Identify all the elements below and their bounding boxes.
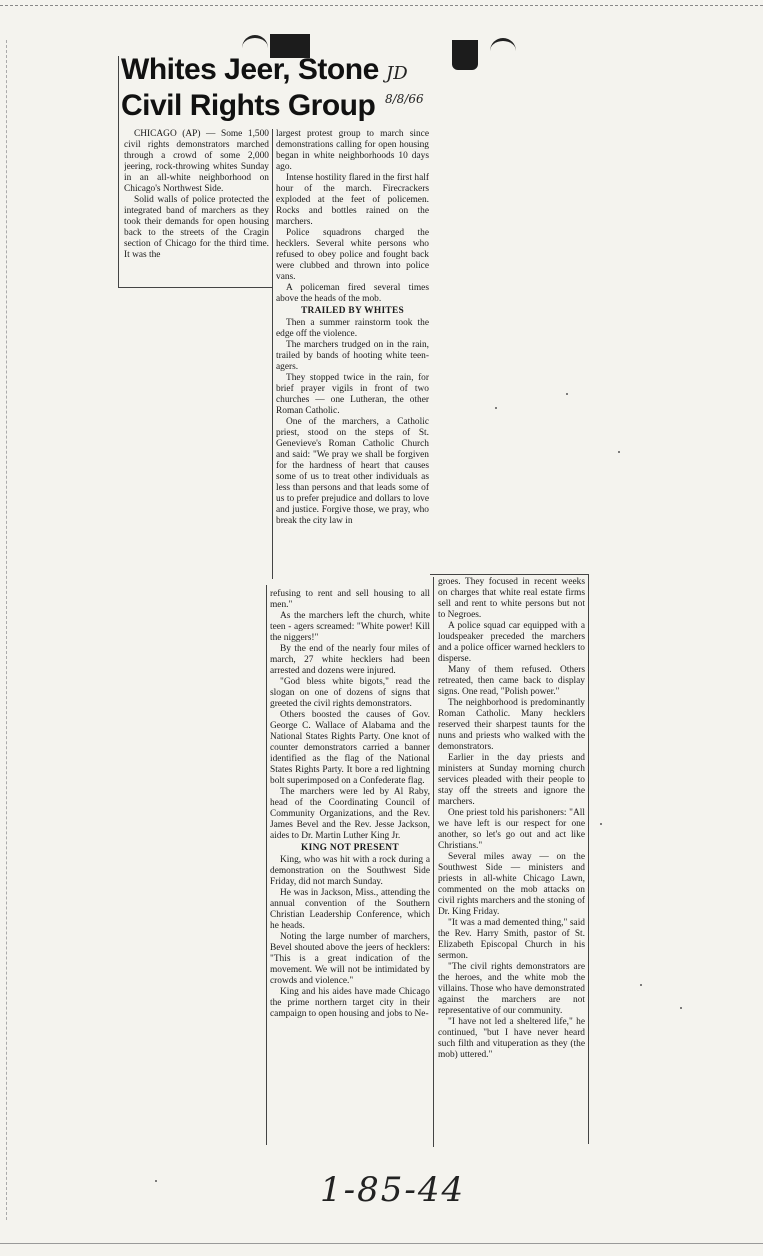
article-paragraph: largest protest group to march since demonstrations calling for open housing began in white neighborhoods 10 days ago.	[276, 129, 429, 172]
article-paragraph: King and his aides have made Chicago the prime northern target city in their campaign to open housing and jobs to Ne-	[270, 987, 430, 1019]
mount-mark-arc-right	[490, 38, 516, 57]
headline	[121, 52, 421, 124]
handwritten-date: 8/8/66	[385, 92, 424, 106]
scan-speck	[495, 407, 497, 409]
column-divider-1	[272, 129, 273, 579]
scan-speck	[640, 984, 642, 986]
clipping-border-col1-bottom	[118, 287, 272, 288]
article-paragraph: A police squad car equipped with a loudspeaker preceded the marchers and a police officer warned hecklers to disperse.	[438, 621, 585, 664]
article-paragraph: One priest told his parishoners: "All we have left is our respect for one another, so let's go out and act like Christians."	[438, 808, 585, 851]
article-paragraph: Solid walls of police protected the integrated band of marchers as they took their demands for open housing back to the streets of the Cragin section of Chicago for the third time. It was the	[124, 195, 269, 260]
article-paragraph: groes. They focused in recent weeks on charges that white real estate firms sell and rent to white persons but not to Negroes.	[438, 577, 585, 620]
article-paragraph: A policeman fired several times above the heads of the mob.	[276, 283, 429, 304]
article-paragraph: Several miles away — on the Southwest Side — ministers and priests in all-white Chicago Lawn, commented on the mob attacks on civil rights marchers and the stoning of Dr. King Friday.	[438, 852, 585, 917]
scan-speck	[155, 1180, 157, 1182]
clipping-border-top-right	[430, 574, 588, 575]
article-column-3	[270, 589, 430, 1020]
column-divider-3	[433, 577, 434, 1147]
scan-speck	[680, 1007, 682, 1009]
article-column-4	[438, 577, 585, 1061]
article-paragraph: "It was a mad demented thing," said the Rev. Harry Smith, pastor of St. Elizabeth Episcopal Church in his sermon.	[438, 918, 585, 961]
scan-speck	[566, 393, 568, 395]
article-paragraph: They stopped twice in the rain, for brief prayer vigils in front of two churches — one Lutheran, the other Roman Catholic.	[276, 373, 429, 416]
article-paragraph: Then a summer rainstorm took the edge off the violence.	[276, 318, 429, 339]
article-paragraph: Others boosted the causes of Gov. George C. Wallace of Alabama and the National States Rights Party. One knot of counter demonstrators carried a banner identified as the flag of the National States Rights Party. It bore a red lightning bolt superimposed on a Confederate flag.	[270, 710, 430, 786]
article-paragraph: Many of them refused. Others retreated, then came back to display signs. One read, "Polish power."	[438, 665, 585, 697]
article-paragraph: "The civil rights demonstrators are the heroes, and the white mob the villains. Those who have demonstrated against the marchers are not representative of our community.	[438, 962, 585, 1016]
top-scan-edge	[0, 5, 763, 6]
article-paragraph: refusing to rent and sell housing to all men."	[270, 589, 430, 610]
clipping-border-right	[588, 574, 589, 1144]
article-paragraph: By the end of the nearly four miles of march, 27 white hecklers had been arrested and dozens were injured.	[270, 644, 430, 676]
article-paragraph: As the marchers left the church, white teen - agers screamed: "White power! Kill the niggers!"	[270, 611, 430, 643]
column-divider-2	[266, 585, 267, 1145]
article-paragraph: Police squadrons charged the hecklers. Several white persons who refused to obey police and fought back were clubbed and thrown into police vans.	[276, 228, 429, 282]
article-paragraph: King, who was hit with a rock during a demonstration on the Southwest Side Friday, did not march Sunday.	[270, 855, 430, 887]
left-margin-line	[6, 40, 7, 1220]
article-paragraph: "I have not led a sheltered life," he continued, "but I have never heard such filth and vituperation as they (the mob) uttered."	[438, 1017, 585, 1060]
subheading: KING NOT PRESENT	[301, 843, 399, 853]
scan-speck	[600, 823, 602, 825]
article-paragraph: The neighborhood is predominantly Roman Catholic. Many hecklers reserved their sharpest taunts for the nuns and priests who walked with the demonstrators.	[438, 698, 585, 752]
scan-speck	[618, 451, 620, 453]
article-paragraph: He was in Jackson, Miss., attending the annual convention of the Southern Christian Leadership Conference, which he heads.	[270, 888, 430, 931]
clipping-border-left	[118, 56, 119, 288]
article-paragraph: CHICAGO (AP) — Some 1,500 civil rights demonstrators marched through a crowd of some 2,000 jeering, rock-throwing whites Sunday in an all-white neighborhood on Chicago's Northwest Side.	[124, 129, 269, 194]
article-column-1	[124, 129, 269, 261]
mount-mark-right	[452, 40, 478, 70]
article-paragraph: One of the marchers, a Catholic priest, stood on the steps of St. Genevieve's Roman Catholic Church and said: "We pray we shall be forgiven for the hardness of heart that causes some of us to treat other individuals as less than persons and that leads some of us to prefer prejudice and dollars to love and justice. Forgive those, we pray, who break the city law in	[276, 417, 429, 526]
article-paragraph: The marchers were led by Al Raby, head of the Coordinating Council of Community Organizations, and the Rev. James Bevel and the Rev. Jesse Jackson, aides to Dr. Martin Luther King Jr.	[270, 787, 430, 841]
subheading: TRAILED BY WHITES	[300, 306, 405, 316]
article-paragraph: "God bless white bigots," read the slogan on one of dozens of signs that greeted the civil rights demonstrators.	[270, 677, 430, 709]
article-paragraph: The marchers trudged on in the rain, trailed by bands of hooting white teen-agers.	[276, 340, 429, 372]
article-column-2	[276, 129, 429, 575]
bottom-scan-edge	[0, 1243, 763, 1244]
article-paragraph: Earlier in the day priests and ministers at Sunday morning church services pleaded with their people to stay off the streets and ignore the marchers.	[438, 753, 585, 807]
headline-line-2: Civil Rights Group	[121, 89, 376, 122]
handwritten-file-number: 1-85-44	[320, 1170, 466, 1210]
article-paragraph: Intense hostility flared in the first half hour of the march. Firecrackers exploded at the feet of policemen. Rocks and bottles rained on the marchers.	[276, 173, 429, 227]
article-paragraph: Noting the large number of marchers, Bevel shouted above the jeers of hecklers: "This is a great indication of the movement. We will not be intimidated by crowds and violence."	[270, 932, 430, 986]
headline-line-1: Whites Jeer, Stone	[121, 53, 379, 86]
handwritten-initials: JD	[386, 63, 408, 84]
